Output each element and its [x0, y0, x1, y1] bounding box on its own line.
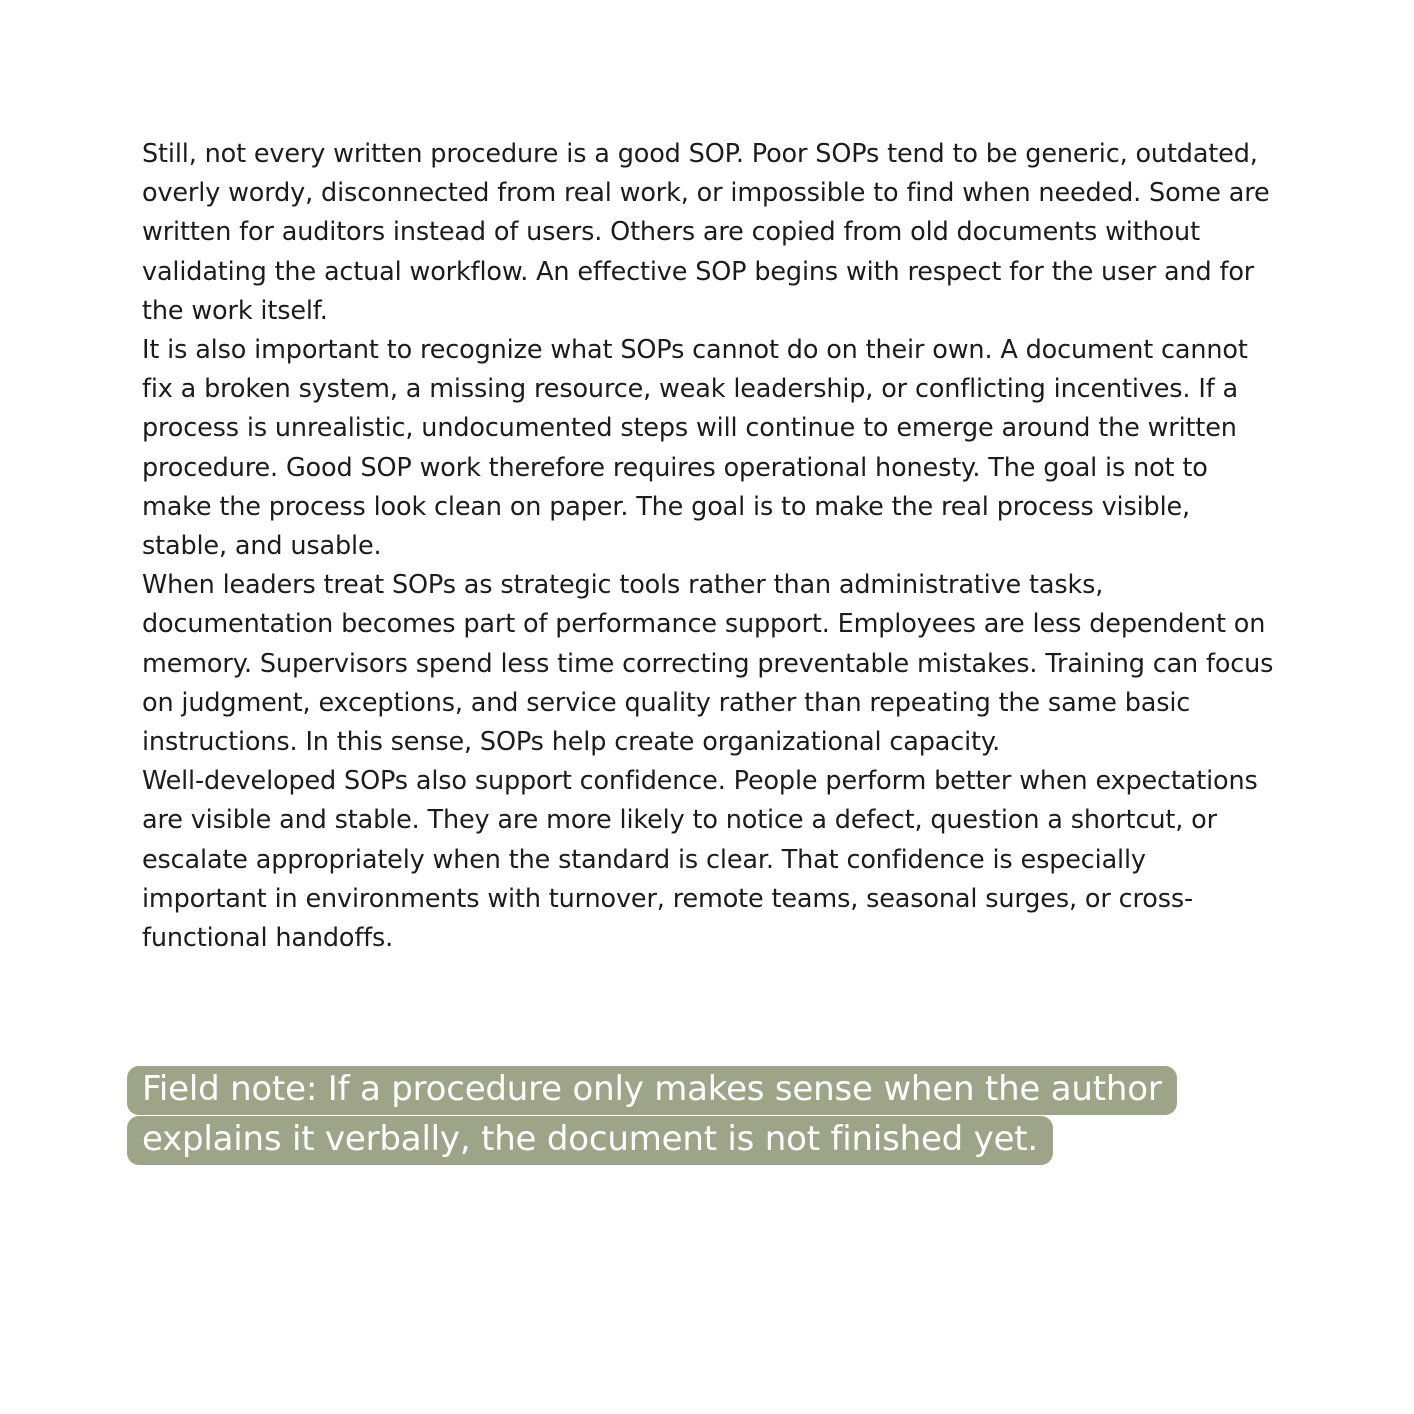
paragraph: Still, not every written procedure is a good SOP. Poor SOPs tend to be generic, outdated, overly wordy, disconnected from real work, or impossible to find when needed. Some are written for auditors instead of users. Others are copied from old documents without validating the actual workflow. An effective SOP begins with respect for the user and for the work itself.: [142, 139, 1270, 326]
paragraph: It is also important to recognize what SOPs cannot do on their own. A document cannot fix a broken system, a missing resource, weak leadership, or conflicting incentives. If a process is unrealistic, undocumented steps will continue to emerge around the written procedure. Good SOP work therefore requires operational honesty. The goal is not to make the process look clean on paper. The goal is to make the real process visible, stable, and usable.: [142, 335, 1248, 562]
body-text: [142, 135, 1277, 958]
field-note-callout: [127, 1064, 1247, 1164]
paragraph: Well-developed SOPs also support confidence. People perform better when expectations are visible and stable. They are more likely to notice a defect, question a shortcut, or escalate appropriately when the standard is clear. That confidence is especially important in environments with turnover, remote teams, seasonal surges, or cross-functional handoffs.: [142, 766, 1258, 954]
paragraph: When leaders treat SOPs as strategic tools rather than administrative tasks, documentation becomes part of performance support. Employees are less dependent on memory. Supervisors spend less time correcting preventable mistakes. Training can focus on judgment, exceptions, and service quality rather than repeating the same basic instructions. In this sense, SOPs help create organizational capacity.: [142, 570, 1274, 758]
field-note-text: Field note: If a procedure only makes sense when the author explains it verbally, the document is not finished yet.: [127, 1066, 1177, 1165]
